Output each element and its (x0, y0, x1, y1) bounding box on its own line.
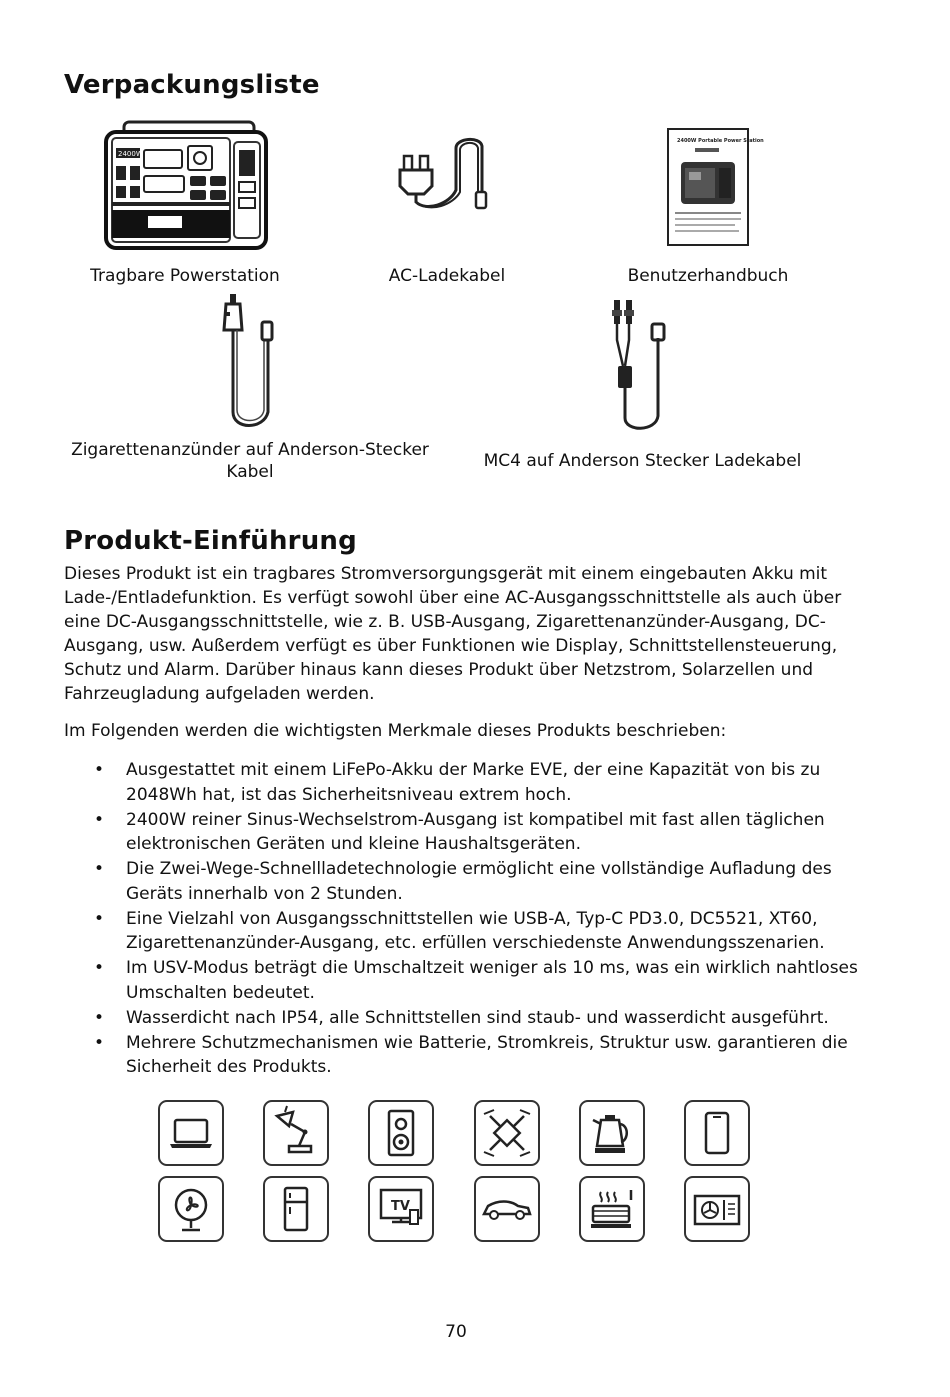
svg-text:2400W Portable Power Station: 2400W Portable Power Station (677, 138, 764, 144)
kettle-icon (579, 1100, 645, 1166)
caption-ac-cable: AC-Ladekabel (388, 266, 506, 286)
svg-text:TV: TV (391, 1199, 410, 1214)
list-item: • Wasserdicht nach IP54, alle Schnittstellen sind staub- und wasserdicht ausgeführt. (64, 1006, 864, 1031)
svg-text:2400W: 2400W (118, 150, 143, 158)
phone-icon (684, 1100, 750, 1166)
mc4-cable-image (608, 296, 672, 434)
list-item: • 2400W reiner Sinus-Wechselstrom-Ausgang ist kompatibel mit fast allen täglichen elektronischen Geräten und kleine Haushaltsgeräten. (64, 808, 864, 857)
packing-list-title: Verpackungsliste (64, 70, 320, 100)
list-item: • Eine Vielzahl von Ausgangsschnittstellen wie USB-A, Typ-C PD3.0, DC5521, XT60, Zigarettenanzünder-Ausgang, etc. erfüllen verschiedenste Anwendungsszenarien. (64, 907, 864, 956)
drone-icon (474, 1100, 540, 1166)
intro-paragraph-1: Dieses Produkt ist ein tragbares Stromversorgungsgerät mit einem eingebauten Akku mit Lade-/Entladefunktion. Es verfügt sowohl über eine AC-Ausgangsschnittstelle als auch über eine DC-Ausgangsschnittstelle, wie z. B. USB-Ausgang, Zigarettenanzünder-Ausgang, DC-Ausgang, usw. Außerdem verfügt es über Funktionen wie Display, Schnittstellensteuerung, Schutz und Alarm. Darüber hinaus kann dieses Produkt über Netzstrom, Solarzellen und Fahrzeugladung aufgeladen werden. (64, 564, 842, 704)
laptop-icon (158, 1100, 224, 1166)
desk-lamp-icon (263, 1100, 329, 1166)
list-item: • Die Zwei-Wege-Schnellladetechnologie ermöglicht eine vollständige Aufladung des Geräts innerhalb von 2 Stunden. (64, 857, 864, 906)
feature-list (64, 758, 864, 1080)
caption-mc4-cable: MC4 auf Anderson Stecker Ladekabel (483, 451, 802, 471)
car-charger-cable-image (220, 290, 290, 436)
intro-title: Produkt-Einführung (64, 526, 357, 556)
intro-paragraph-2: Im Folgenden werden die wichtigsten Merkmale dieses Produkts beschrieben: (64, 721, 727, 741)
list-item: • Ausgestattet mit einem LiFePo-Akku der Marke EVE, der eine Kapazität von bis zu 2048Wh hat, ist das Sicherheitsniveau extrem hoch. (64, 758, 864, 807)
fridge-icon (263, 1176, 329, 1242)
fan-icon (158, 1176, 224, 1242)
tv-icon (368, 1176, 434, 1242)
ac-cable-image (396, 134, 496, 218)
page-number: 70 (445, 1322, 467, 1342)
list-item: • Im USV-Modus beträgt die Umschaltzeit weniger als 10 ms, was ein wirklich nahtloses Umschalten bedeutet. (64, 956, 864, 1005)
caption-car-charger-cable: Zigarettenanzünder auf Anderson-Stecker Kabel (71, 440, 429, 482)
caption-manual: Benutzerhandbuch (627, 266, 789, 286)
air-conditioner-icon (684, 1176, 750, 1242)
car-icon (474, 1176, 540, 1242)
list-item: • Mehrere Schutzmechanismen wie Batterie, Stromkreis, Struktur usw. garantieren die Sicherheit des Produkts. (64, 1031, 864, 1080)
caption-power-station: Tragbare Powerstation (90, 266, 280, 286)
manual-image (667, 128, 764, 250)
heater-icon (579, 1176, 645, 1242)
power-station-image (104, 118, 272, 256)
speaker-icon (368, 1100, 434, 1166)
